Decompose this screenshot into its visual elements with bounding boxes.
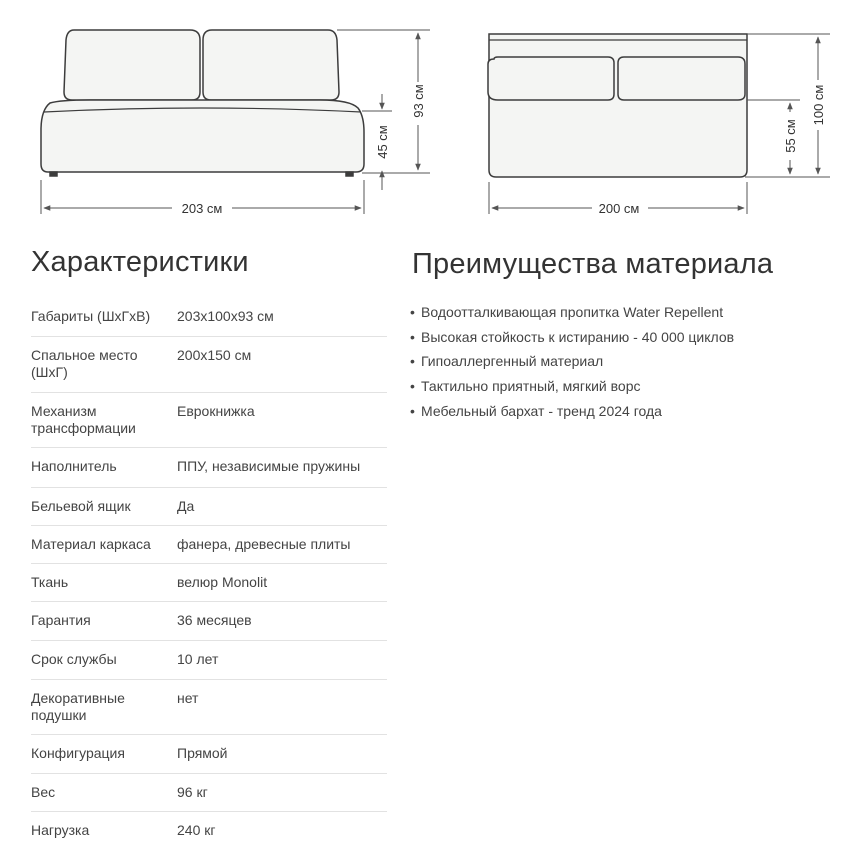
- front-height-label: 93 см: [411, 84, 426, 118]
- specs-table: [31, 298, 387, 850]
- advantage-text: Гипоаллергенный материал: [421, 353, 604, 370]
- spec-value: ППУ, независимые пружины: [177, 458, 361, 474]
- spec-label: Вес: [31, 784, 56, 800]
- top-cushion-left: [488, 57, 614, 100]
- front-foot-right: [346, 172, 353, 176]
- top-body: [489, 34, 747, 177]
- advantage-text: Мебельный бархат - тренд 2024 года: [421, 402, 662, 419]
- spec-row-filling: [31, 448, 387, 488]
- spec-label: Спальное место (ШхГ): [31, 347, 138, 380]
- spec-label: Материал каркаса: [31, 536, 151, 552]
- spec-value: фанера, древесные плиты: [177, 536, 351, 552]
- spec-value: Прямой: [177, 745, 228, 761]
- advantage-item: [410, 374, 734, 399]
- spec-value: Еврокнижка: [177, 403, 255, 419]
- spec-label: Срок службы: [31, 651, 117, 667]
- bullet-icon: •: [410, 402, 415, 419]
- spec-row-dimensions: [31, 298, 387, 337]
- spec-label: Ткань: [31, 574, 69, 590]
- spec-value: 36 месяцев: [177, 612, 252, 628]
- spec-label: Конфигурация: [31, 745, 125, 761]
- advantages-list: [410, 300, 734, 424]
- advantages-heading: Преимущества материала: [412, 248, 774, 280]
- bullet-icon: •: [410, 304, 415, 320]
- spec-value: 240 кг: [177, 822, 216, 838]
- advantage-item: [410, 349, 734, 374]
- spec-row-service-life: [31, 641, 387, 680]
- spec-label: Наполнитель: [31, 458, 117, 474]
- specs-heading: Характеристики: [31, 246, 249, 278]
- spec-value: нет: [177, 690, 199, 706]
- spec-label: Гарантия: [31, 612, 91, 628]
- front-view-drawing: [41, 30, 364, 176]
- front-back-cushion-right: [203, 30, 339, 100]
- front-seat-block: [41, 100, 364, 172]
- spec-value: 203х100х93 см: [177, 308, 274, 324]
- advantage-item: [410, 300, 734, 325]
- top-cushion-right: [618, 57, 745, 100]
- advantage-text: Высокая стойкость к истиранию - 40 000 циклов: [421, 328, 735, 345]
- spec-row-frame-material: [31, 526, 387, 564]
- spec-value: 96 кг: [177, 784, 208, 800]
- front-seat-height-label: 45 см: [375, 125, 390, 159]
- advantage-item: [410, 325, 734, 350]
- spec-row-warranty: [31, 602, 387, 641]
- top-depth-label: 100 см: [811, 84, 826, 126]
- top-width-label: 200 см: [598, 201, 640, 216]
- spec-value: велюр Monolit: [177, 574, 268, 590]
- spec-row-configuration: [31, 735, 387, 774]
- front-back-cushion-left: [64, 30, 200, 100]
- spec-row-weight: [31, 774, 387, 812]
- spec-label: Бельевой ящик: [31, 498, 131, 514]
- spec-label: Механизм трансформации: [31, 403, 136, 436]
- spec-label: Декоративные подушки: [31, 690, 125, 723]
- sofa-dimension-drawings: [0, 0, 847, 235]
- front-foot-left: [50, 172, 57, 176]
- advantage-text: Тактильно приятный, мягкий ворс: [421, 378, 641, 395]
- spec-row-load: [31, 812, 387, 850]
- spec-row-sleeping-place: [31, 337, 387, 393]
- spec-row-storage-box: [31, 488, 387, 526]
- spec-row-fabric: [31, 564, 387, 602]
- top-seat-depth-label: 55 см: [783, 119, 798, 153]
- advantage-item: [410, 399, 734, 424]
- bullet-icon: •: [410, 328, 415, 345]
- spec-value: 10 лет: [177, 651, 219, 667]
- top-view-drawing: [488, 34, 747, 177]
- advantage-text: Водоотталкивающая пропитка Water Repellent: [421, 304, 724, 320]
- spec-value: 200х150 см: [177, 347, 252, 363]
- spec-row-decorative-pillows: [31, 680, 387, 735]
- bullet-icon: •: [410, 378, 415, 395]
- bullet-icon: •: [410, 353, 415, 370]
- spec-value: Да: [177, 498, 195, 514]
- spec-label: Нагрузка: [31, 822, 90, 838]
- spec-row-mechanism: [31, 393, 387, 448]
- front-width-label: 203 см: [181, 201, 223, 216]
- spec-label: Габариты (ШхГхВ): [31, 308, 151, 324]
